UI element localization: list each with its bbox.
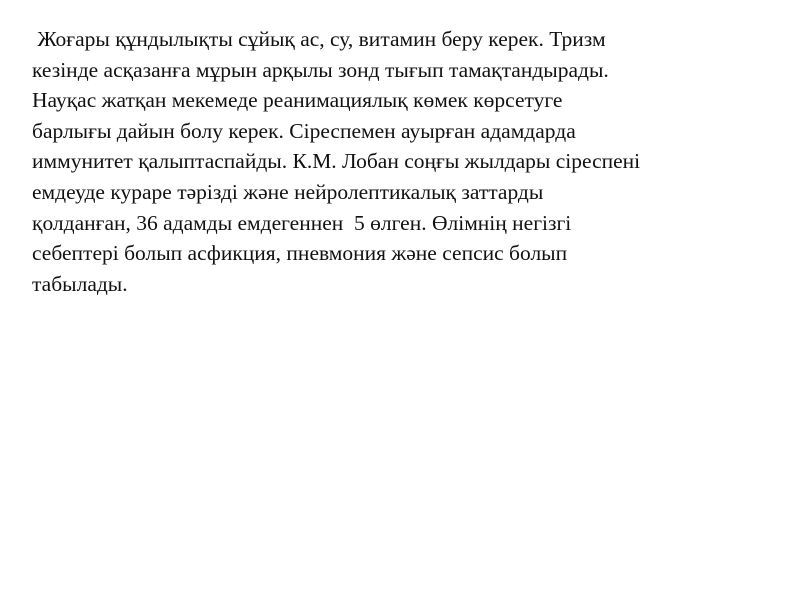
paragraph-line: себептері болып асфикция, пневмония және сепсис болып (32, 241, 568, 266)
paragraph-line: табылады. (32, 271, 128, 296)
paragraph-line: қолданған, 36 адамды емдегеннен 5 өлген. Өлімнің негізгі (32, 210, 572, 235)
paragraph-line: иммунитет қалыптаспайды. К.М. Лобан соңғы жылдары сіреспені (32, 149, 641, 174)
body-paragraph (32, 24, 792, 299)
paragraph-line: емдеуде кураре тәрізді және нейролептикалық заттарды (32, 179, 544, 204)
paragraph-line: Науқас жатқан мекемеде реанимациялық көмек көрсетуге (32, 88, 563, 113)
paragraph-line: кезінде асқазанға мұрын арқылы зонд тығып тамақтандырады. (32, 57, 609, 82)
paragraph-line: барлығы дайын болу керек. Сіреспемен ауырған адамдарда (32, 118, 576, 143)
paragraph-line: Жоғары құндылықты сұйық ас, су, витамин беру керек. Тризм (32, 27, 606, 51)
